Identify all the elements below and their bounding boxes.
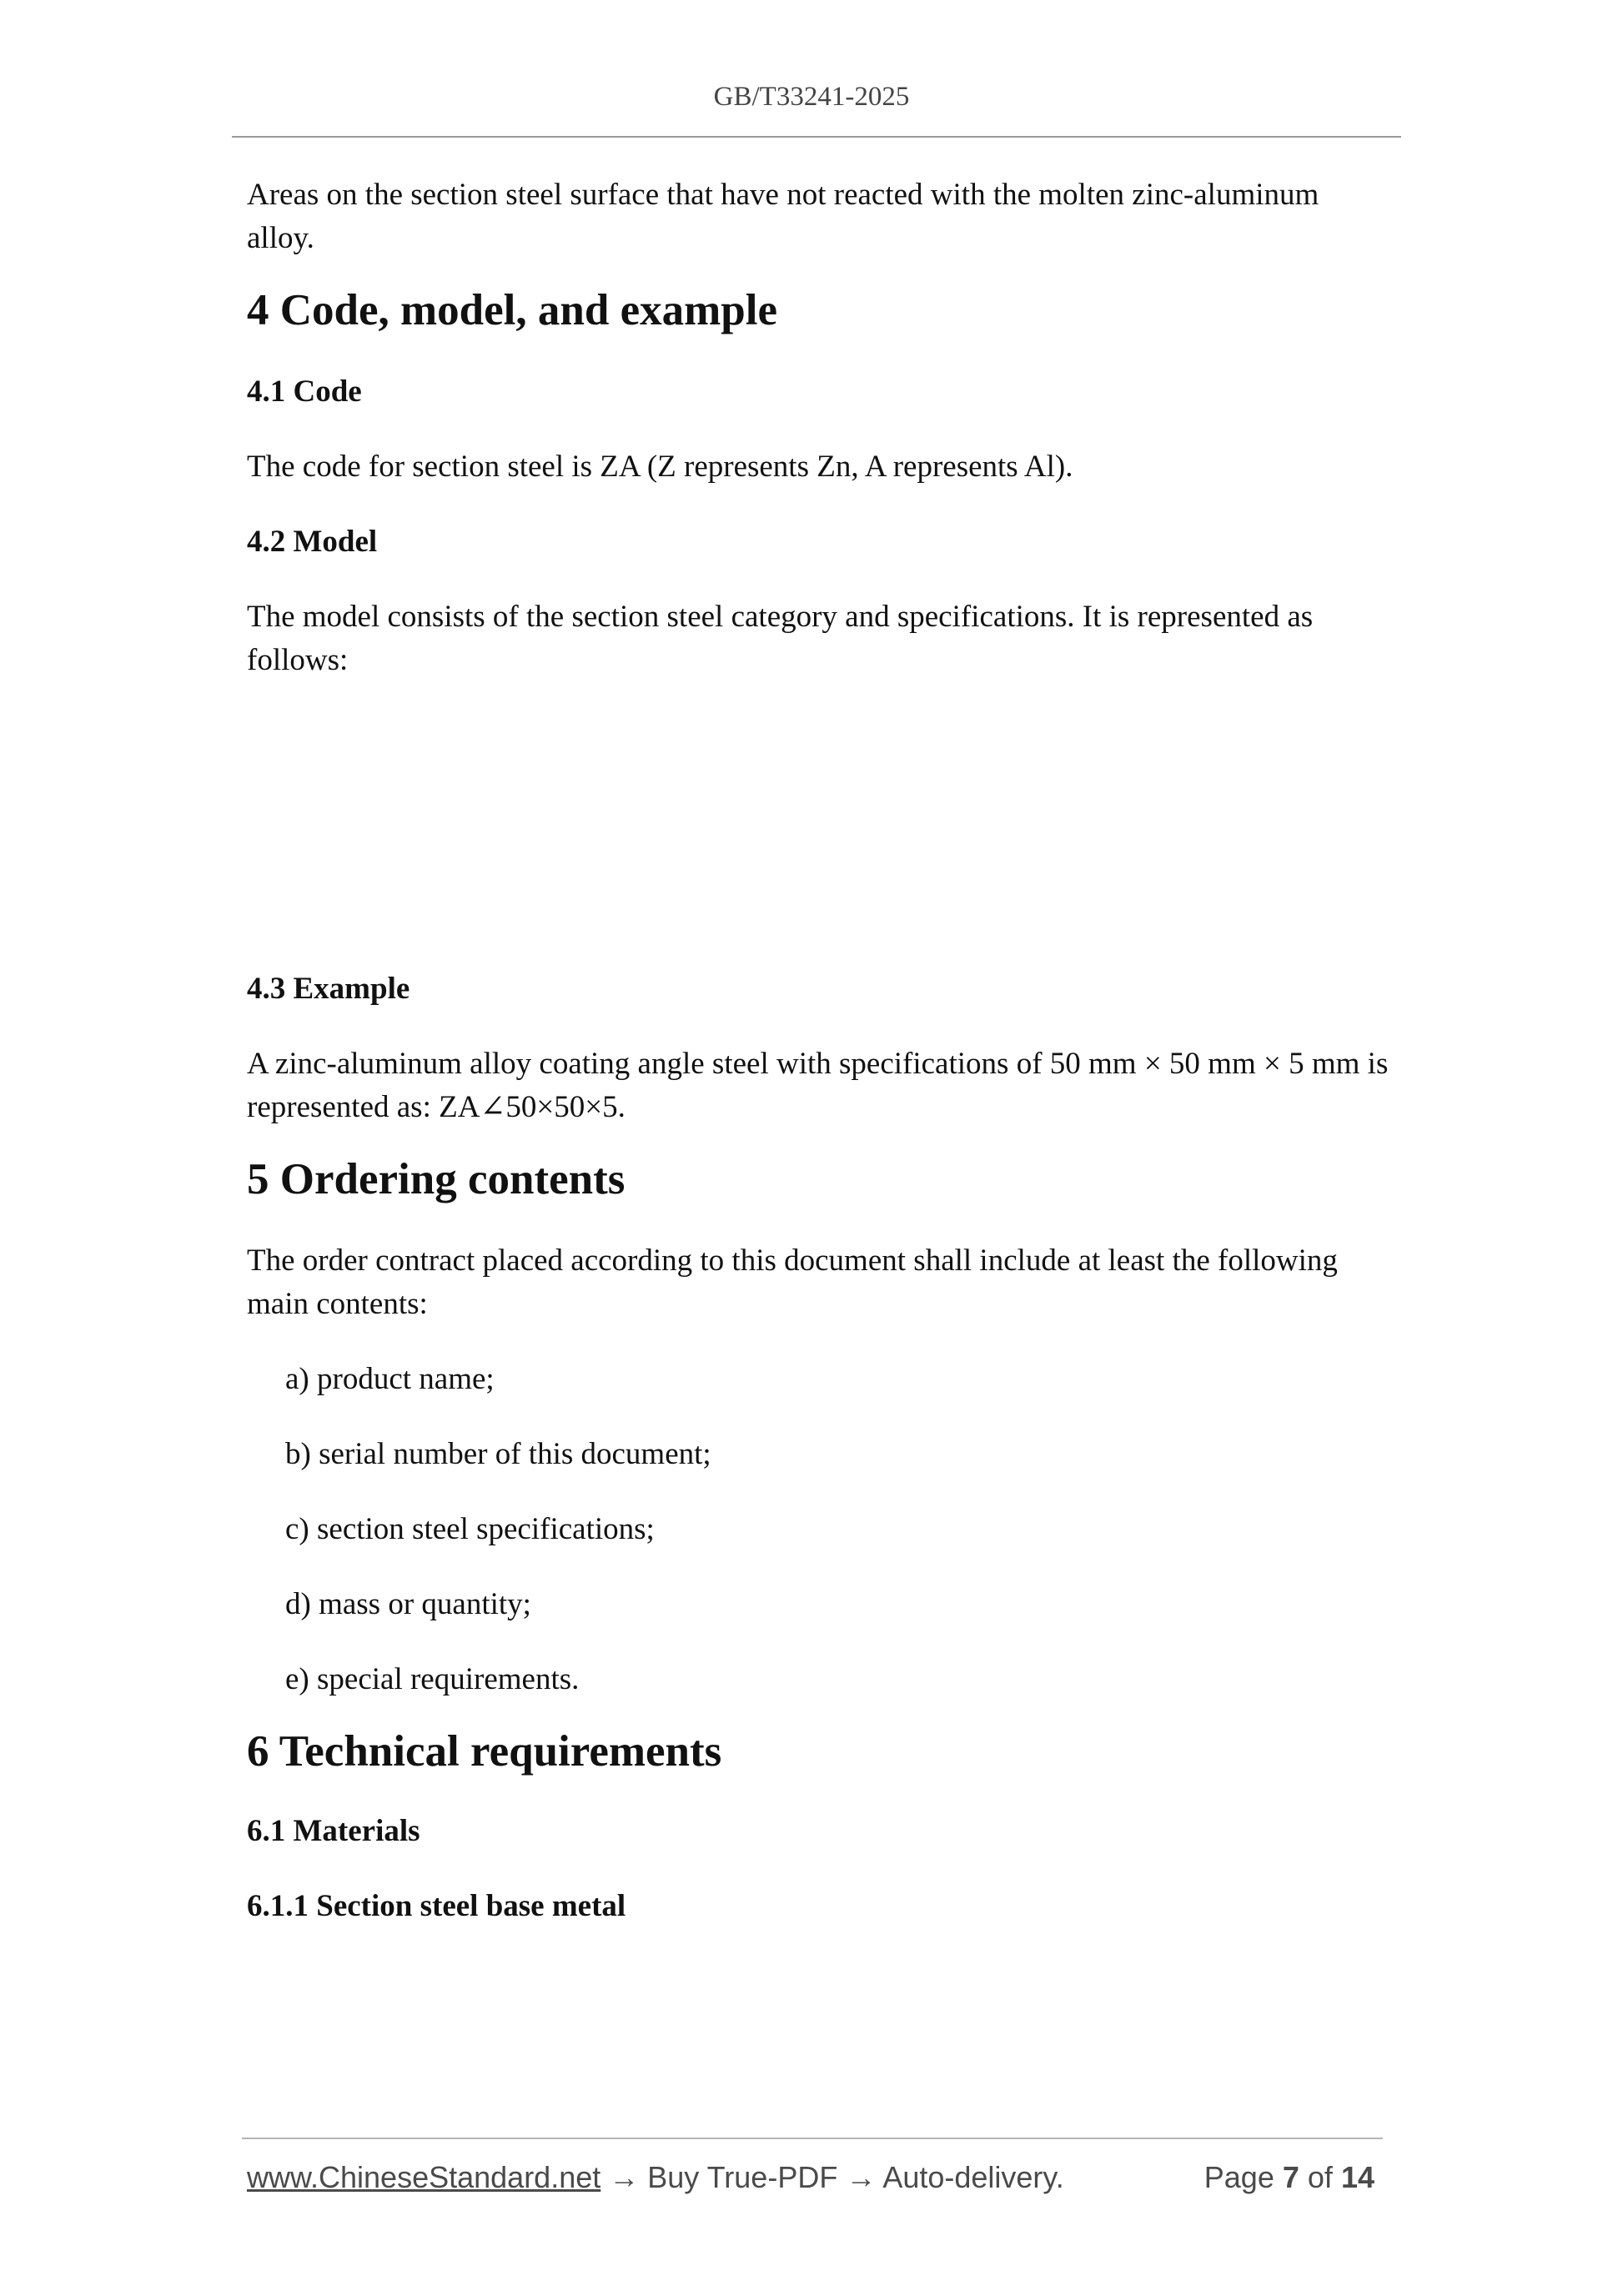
model-figure-area: [247, 682, 1391, 967]
page-total-number: 14: [1340, 2160, 1374, 2194]
document-code-header: GB/T33241-2025: [713, 82, 910, 112]
document-body: [247, 173, 1391, 1928]
list-item: e) special requirements.: [285, 1662, 580, 1696]
section-4-1-heading: 4.1 Code: [247, 374, 362, 409]
section-6-heading: 6 Technical requirements: [247, 1727, 722, 1776]
footer-tagline: → Buy True-PDF → Auto-delivery.: [600, 2160, 1064, 2194]
section-4-heading: 4 Code, model, and example: [247, 286, 777, 334]
section-6-1-heading: 6.1 Materials: [247, 1814, 420, 1848]
section-4-2-paragraph: The model consists of the section steel category and specifications. It is represented as follows:: [247, 600, 1314, 677]
ordering-contents-list: [247, 1358, 1391, 1701]
section-5-heading: 5 Ordering contents: [247, 1155, 626, 1203]
header-divider: [232, 136, 1401, 138]
section-4-2-heading: 4.2 Model: [247, 525, 378, 559]
website-link[interactable]: www.ChineseStandard.net: [247, 2160, 601, 2194]
section-4-1-paragraph: The code for section steel is ZA (Z represents Zn, A represents Al).: [247, 450, 1073, 484]
section-4-3-paragraph: A zinc-aluminum alloy coating angle steel with specifications of 50 mm × 50 mm × 5 mm is represented as: ZA∠50×50×5.: [247, 1047, 1389, 1124]
page-indicator: [1204, 2158, 1374, 2197]
page-current-number: 7: [1282, 2160, 1299, 2194]
page-footer: [247, 2158, 1374, 2197]
section-4-3-heading: 4.3 Example: [247, 972, 410, 1006]
list-item: b) serial number of this document;: [285, 1437, 711, 1471]
list-item: a) product name;: [285, 1362, 495, 1396]
list-item: d) mass or quantity;: [285, 1587, 531, 1621]
list-item: c) section steel specifications;: [285, 1512, 655, 1546]
page-of-label: of: [1307, 2160, 1333, 2194]
intro-paragraph: Areas on the section steel surface that have not reacted with the molten zinc-aluminum alloy.: [247, 178, 1319, 255]
footer-divider: [242, 2138, 1383, 2139]
section-5-paragraph: The order contract placed according to this document shall include at least the following main contents:: [247, 1243, 1338, 1321]
section-6-1-1-heading: 6.1.1 Section steel base metal: [247, 1889, 626, 1923]
page-label: Page: [1203, 2160, 1274, 2194]
